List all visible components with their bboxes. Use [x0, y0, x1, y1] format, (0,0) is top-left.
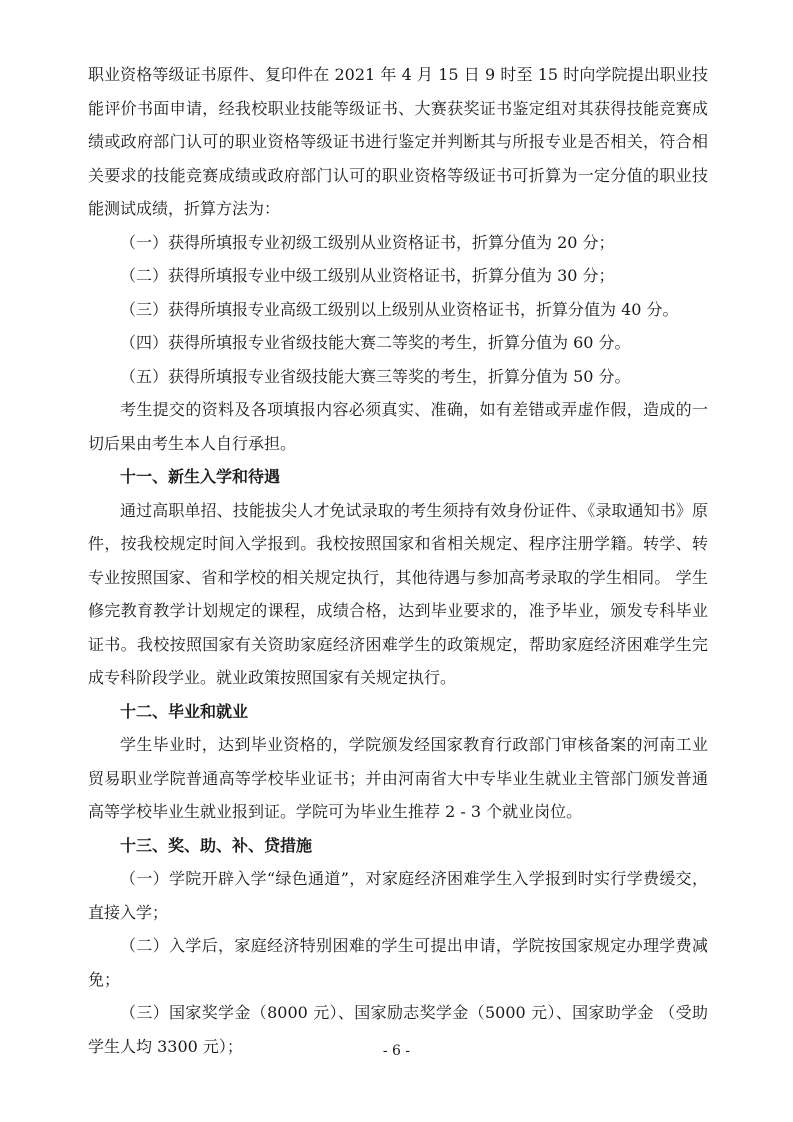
section-heading-enrollment: 十一、新生入学和待遇 [120, 467, 281, 486]
paragraph-enrollment: 通过高职单招、技能拔尖人才免试录取的考生须持有效身份证件、《录取通知书》原件，按我校规定时间入学报到。我校按照国家和省相关规定、程序注册学籍。转学、转专业按照国家、省和学校的相关规定执行，其他待遇与参加高考录取的学生相同。 学生修完教育教学计划规定的课程，成绩合格，达到毕业要求的，准予毕业，颁发专科毕业证书。我校按照国家有关资助家庭经济困难学生的政策规定，帮助家庭经济困难学生完成专科阶段学业。就业政策按照国家有关规定执行。 [88, 500, 708, 687]
paragraph-aid-item-1: （一）学院开辟入学“绿色通道”，对家庭经济困难学生入学报到时实行学费缓交，直接入学； [88, 869, 708, 922]
section-heading-financial-aid: 十三、奖、助、补、贷措施 [120, 835, 313, 855]
paragraph-graduation: 学生毕业时，达到毕业资格的，学院颁发经国家教育行政部门审核备案的河南工业贸易职业学院普通高等学校毕业证书；并由河南省大中专毕业生就业主管部门颁发普通高等学校毕业生就业报到证。学院可为毕业生推荐 2 - 3 个就业岗位。 [88, 735, 708, 821]
section-heading-graduation: 十二、毕业和就业 [120, 701, 249, 721]
paragraph-item-1: （一）获得所填报专业初级工级别从业资格证书，折算分值为 20 分； [120, 232, 615, 252]
paragraph-evaluation-application: 职业资格等级证书原件、复印件在 2021 年 4 月 15 日 9 时至 15 时向学院提出职业技能评价书面申请，经我校职业技能等级证书、大赛获奖证书鉴定组对其获得技能竞赛成绩或政府部门认可的职业资格等级证书进行鉴定并判断其与所报专业是否相关，符合相关要求的技能竞赛成绩或政府部门认可的职业资格等级证书可折算为一定分值的职业技能测试成绩，折算方法为： [88, 65, 708, 218]
paragraph-item-4: （四）获得所填报专业省级技能大赛二等奖的考生，折算分值为 60 分。 [120, 333, 631, 352]
paragraph-truthfulness-note: 考生提交的资料及各项填报内容必须真实、准确，如有差错或弄虚作假，造成的一切后果由考生本人自行承担。 [88, 400, 708, 453]
paragraph-item-3: （三）获得所填报专业高级工级别以上级别从业资格证书，折算分值为 40 分。 [120, 299, 679, 319]
paragraph-item-5: （五）获得所填报专业省级技能大赛三等奖的考生，折算分值为 50 分。 [120, 366, 631, 386]
document-body [88, 58, 708, 1063]
paragraph-aid-item-2: （二）入学后，家庭经济特别困难的学生可提出申请，学院按国家规定办理学费减免； [88, 936, 708, 989]
paragraph-aid-item-3: （三）国家奖学金（8000 元）、国家励志奖学金（5000 元）、国家助学金 （受助学生人均 3300 元）； [88, 1003, 708, 1056]
page-number: - 6 - [382, 1043, 411, 1059]
paragraph-item-2: （二）获得所填报专业中级工级别从业资格证书，折算分值为 30 分； [120, 266, 615, 285]
